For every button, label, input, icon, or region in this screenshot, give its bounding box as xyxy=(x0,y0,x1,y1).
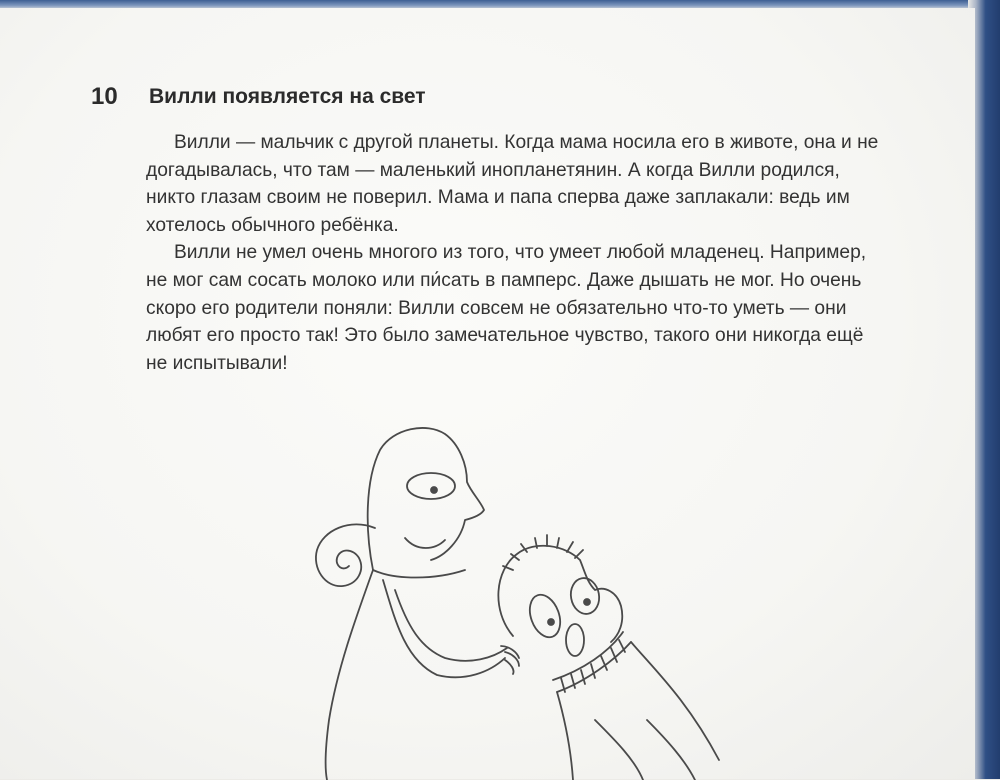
body-text xyxy=(146,129,890,377)
paragraph: Вилли не умел очень многого из того, что умеет любой младенец. Например, не мог сам сосать молоко или пи́сать в памперс. Даже дышать не мог. Но очень скоро его родители поняли: Вилли совсем не обязательно что-то уметь — они любят его просто так! Это было замечательное чувство, такого они никогда ещё не испытывали! xyxy=(146,242,867,374)
mother-figure xyxy=(316,428,519,780)
chapter-title: Вилли появляется на свет xyxy=(149,85,426,108)
book-page xyxy=(0,8,975,779)
mother-and-baby-illustration xyxy=(295,420,765,780)
baby-willy-figure xyxy=(498,535,719,780)
page-number: 10 xyxy=(91,83,118,110)
paragraph: Вилли — мальчик с другой планеты. Когда мама носила его в животе, она и не догадывалась, что там — маленький инопланетянин. А когда Вилли родился, никто глазам своим не поверил. Мама и папа сперва даже заплакали: ведь им хотелось обычного ребёнка. xyxy=(146,132,879,236)
